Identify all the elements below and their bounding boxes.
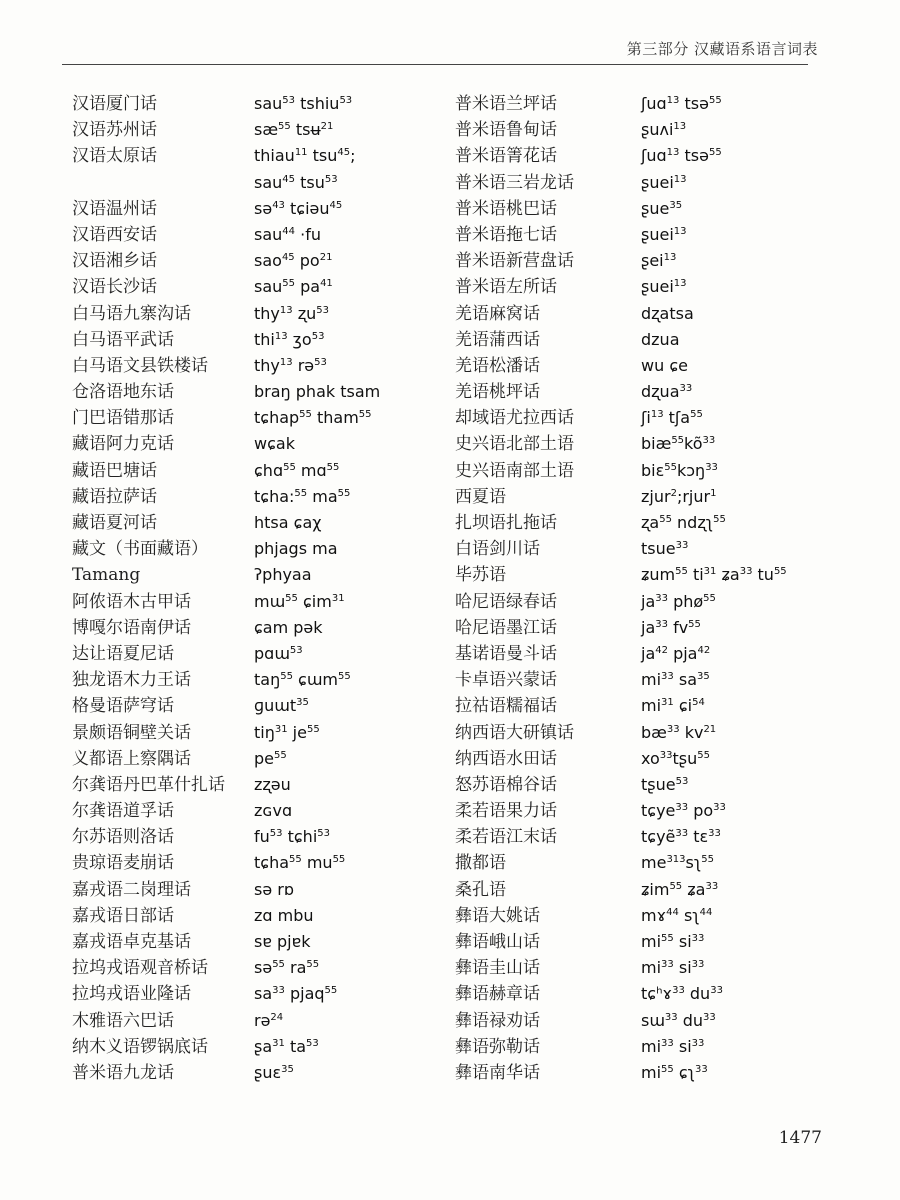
- language-name: 普米语兰坪话: [455, 94, 557, 114]
- language-name: 彝语峨山话: [455, 932, 540, 952]
- language-name: 汉语长沙话: [72, 277, 157, 298]
- table-row: [72, 694, 442, 720]
- phonetic-form: ʂuɛ$^{35}$: [254, 1062, 294, 1082]
- table-row: [72, 878, 442, 904]
- table-row: [72, 642, 442, 668]
- language-name: 藏语阿力克话: [72, 434, 174, 455]
- phonetic-form: tʂue$^{53}$: [641, 774, 689, 794]
- phonetic-form: biɛ$^{55}$kɔŋ$^{33}$: [641, 460, 718, 480]
- language-name: 白马语文县铁楼话: [72, 355, 208, 376]
- phonetic-form: ɕhɑ$^{55}$ mɑ$^{55}$: [254, 460, 340, 480]
- language-name: 却域语尤拉西话: [455, 408, 574, 429]
- phonetic-form: thy$^{13}$ rə$^{53}$: [254, 355, 327, 375]
- table-row: [72, 537, 442, 563]
- language-name: 拉祜语糯福话: [455, 696, 557, 717]
- phonetic-form: tɕye$^{33}$ $po^{33}$: [641, 801, 726, 821]
- phonetic-form: braŋ phak tsam: [254, 382, 381, 402]
- language-name: 汉语太原话: [72, 146, 157, 167]
- language-name: 柔若语果力话: [455, 801, 557, 822]
- language-name: 汉语温州话: [72, 198, 157, 219]
- phonetic-form: $mi^{55}$ ɕʅ$^{33}$: [641, 1062, 708, 1082]
- phonetic-form: $mi^{55}$ $si^{33}$: [641, 932, 705, 951]
- language-name: 普米语九龙话: [72, 1062, 174, 1083]
- language-name: 扎坝语扎拖话: [455, 513, 557, 533]
- phonetic-form: $ja^{33}$ phø$^{55}$: [641, 591, 716, 611]
- table-row: [455, 406, 845, 432]
- table-row: [455, 747, 845, 773]
- phonetic-form: thiau$^{11}$ tsu$^{45}$;: [254, 146, 356, 166]
- phonetic-form: $xo^{33}tʂu^{55}$: [641, 748, 710, 768]
- phonetic-form: sɐ pjɐk: [254, 932, 311, 951]
- table-row: [455, 721, 845, 747]
- phonetic-form: tɕhap$^{55}$ tham$^{55}$: [254, 408, 372, 428]
- table-row: [455, 799, 845, 825]
- language-name: 藏文（书面藏语）: [72, 539, 208, 560]
- phonetic-form: ɡuɯt$^{35}$: [254, 696, 309, 716]
- language-name: 哈尼语绿春话: [455, 591, 557, 612]
- table-row: [72, 825, 442, 851]
- phonetic-form: sɯ$^{33}$ $du^{33}$: [641, 1010, 716, 1030]
- phonetic-form: ʂuei$^{13}$: [641, 277, 687, 297]
- table-row: [455, 1035, 845, 1061]
- table-row: [455, 92, 845, 118]
- phonetic-form: tɕha:$^{55}$ $ma^{55}$: [254, 486, 351, 506]
- table-row: [455, 459, 845, 485]
- phonetic-form: $fu^{53}$ tɕhi$^{53}$: [254, 827, 330, 847]
- language-name: 藏语巴塘话: [72, 460, 157, 481]
- phonetic-form: ʃi$^{13}$ tʃa$^{55}$: [641, 408, 703, 428]
- table-row: [455, 328, 845, 354]
- table-row: [72, 223, 442, 249]
- phonetic-form: zʐəu: [254, 774, 291, 794]
- language-name: 普米语新营盘话: [455, 251, 574, 272]
- phonetic-form: ʑum$^{55}$ $ti^{31}$ ʑa$^{33}$ $tu^{55}$: [641, 565, 787, 585]
- table-row: [72, 590, 442, 616]
- phonetic-form: $sa^{33}$ pjaq$^{55}$: [254, 984, 338, 1004]
- right-column: [455, 92, 845, 1087]
- table-row: [455, 537, 845, 563]
- language-name: 拉坞戎语观音桥话: [72, 958, 208, 979]
- table-row: [455, 563, 845, 589]
- language-name: 博嘎尔语南伊话: [72, 617, 191, 638]
- phonetic-form: $mi^{33}$ $sa^{35}$: [641, 670, 710, 690]
- language-name: 西夏语: [455, 486, 506, 507]
- phonetic-form: tsue$^{33}$: [641, 539, 689, 559]
- phonetic-form: sə$^{55}$ $ra^{55}$: [254, 958, 320, 978]
- language-name: 阿侬语木古甲话: [72, 591, 191, 612]
- language-name: 普米语拖七话: [455, 224, 557, 245]
- language-name: 史兴语南部土语: [455, 460, 574, 481]
- table-row: [72, 197, 442, 223]
- phonetic-form: ʂa$^{31}$ $ta^{53}$: [254, 1036, 319, 1056]
- language-name: 独龙语木力王话: [72, 670, 191, 691]
- phonetic-form: $mi^{33}$ $si^{33}$: [641, 958, 705, 978]
- phonetic-form: ʂuʌi$^{13}$: [641, 120, 687, 140]
- table-row: [72, 616, 442, 642]
- language-name: 白马语九寨沟话: [72, 303, 191, 324]
- table-row: [455, 694, 845, 720]
- language-name: 彝语大姚话: [455, 905, 540, 926]
- phonetic-form: ɕam pək: [254, 617, 323, 637]
- phonetic-form: dzua: [641, 329, 680, 349]
- table-row: [455, 223, 845, 249]
- phonetic-form: taŋ$^{55}$ ɕɯm$^{55}$: [254, 670, 351, 690]
- phonetic-form: thi$^{13}$ ʒo$^{53}$: [254, 329, 325, 349]
- table-row: [72, 485, 442, 511]
- language-name: 汉语苏州话: [72, 120, 157, 141]
- phonetic-form: ʑim$^{55}$ ʑa$^{33}$: [641, 879, 719, 899]
- table-row: [455, 118, 845, 144]
- table-row: [455, 511, 845, 537]
- phonetic-form: $sæ^{55}$ tsʉ$^{21}$: [254, 120, 334, 140]
- phonetic-form: zjur$^2$;rjur$^1$: [641, 486, 717, 506]
- phonetic-form: $me^{313}sʅ^{55}$: [641, 853, 714, 873]
- phonetic-form: pɑɯ$^{53}$: [254, 643, 303, 663]
- phonetic-form: $mi^{31}$ ɕi$^{54}$: [641, 696, 705, 716]
- phonetic-form: wɕak: [254, 434, 295, 454]
- phonetic-form: sə rɒ: [254, 879, 294, 899]
- phonetic-form: $mi^{33}$ $si^{33}$: [641, 1036, 705, 1056]
- language-name: 汉语厦门话: [72, 94, 157, 114]
- phonetic-form: zɢvɑ: [254, 801, 293, 821]
- phonetic-form: rə$^{24}$: [254, 1010, 284, 1030]
- language-name: 仓洛语地东话: [72, 382, 174, 403]
- table-row: [455, 302, 845, 328]
- table-row: [72, 773, 442, 799]
- page-number: 1477: [778, 1128, 822, 1148]
- table-row: [72, 721, 442, 747]
- phonetic-form: sə$^{43}$ tɕiəu$^{45}$: [254, 198, 343, 218]
- running-header: 第三部分 汉藏语系语言词表: [626, 40, 818, 58]
- phonetic-form: dʐatsa: [641, 303, 694, 323]
- table-row: [455, 1009, 845, 1035]
- table-row: [455, 668, 845, 694]
- language-name: 羌语松潘话: [455, 355, 540, 376]
- phonetic-form: ʂei$^{13}$: [641, 251, 677, 271]
- table-row: [455, 485, 845, 511]
- table-row: [72, 118, 442, 144]
- table-row: [72, 747, 442, 773]
- language-name: 柔若语江末话: [455, 827, 557, 848]
- phonetic-form: ʂuei$^{13}$: [641, 172, 687, 192]
- table-row: [72, 354, 442, 380]
- phonetic-form: dʐua$^{33}$: [641, 382, 693, 402]
- language-name: 拉坞戎语业隆话: [72, 984, 191, 1005]
- phonetic-form: sau$^{45}$ tsu$^{53}$: [254, 172, 338, 192]
- table-row: [72, 459, 442, 485]
- language-name: 普米语三岩龙话: [455, 172, 574, 193]
- header-rule: [62, 64, 808, 65]
- phonetic-form: ʂuei$^{13}$: [641, 224, 687, 244]
- phonetic-form: sau$^{53}$ tshiu$^{53}$: [254, 94, 353, 113]
- table-row: [72, 406, 442, 432]
- language-name: 普米语箐花话: [455, 146, 557, 167]
- phonetic-form: phjags ma: [254, 539, 338, 559]
- left-column: [72, 92, 442, 1087]
- table-row: [72, 563, 442, 589]
- table-row: [455, 616, 845, 642]
- phonetic-form: sau$^{55}$ $pa^{41}$: [254, 277, 333, 297]
- language-name: 撒都语: [455, 853, 506, 874]
- phonetic-form: sao$^{45}$ $po^{21}$: [254, 251, 333, 271]
- table-row: [72, 511, 442, 537]
- phonetic-form: ʂue$^{35}$: [641, 198, 683, 218]
- phonetic-form: ʃuɑ$^{13}$ tsə$^{55}$: [641, 94, 722, 113]
- phonetic-form: $biæ^{55}kõ^{33}$: [641, 434, 716, 454]
- table-row: [72, 956, 442, 982]
- table-row: [455, 982, 845, 1008]
- language-name: 纳西语大研镇话: [455, 722, 574, 743]
- language-name: 羌语桃坪话: [455, 382, 540, 403]
- phonetic-form: $pe^{55}$: [254, 748, 287, 768]
- table-row: [72, 144, 442, 170]
- phonetic-form: mɯ$^{55}$ ɕim$^{31}$: [254, 591, 345, 611]
- table-row: [455, 642, 845, 668]
- language-name: 普米语左所话: [455, 277, 557, 298]
- phonetic-form: ʃuɑ$^{13}$ tsə$^{55}$: [641, 146, 722, 166]
- language-name: 彝语圭山话: [455, 958, 540, 979]
- language-name: 格曼语萨穹话: [72, 696, 174, 717]
- phonetic-form: mɤ$^{44}$ sʅ$^{44}$: [641, 905, 713, 925]
- language-name: 门巴语错那话: [72, 408, 174, 429]
- table-row: [455, 354, 845, 380]
- table-row: [72, 930, 442, 956]
- phonetic-form: ʔphyaa: [254, 565, 312, 585]
- phonetic-form: zɑ mbu: [254, 905, 314, 925]
- table-row: [72, 92, 442, 118]
- table-row: [455, 197, 845, 223]
- language-name: 彝语弥勒话: [455, 1036, 540, 1057]
- language-name: 景颇语铜壁关话: [72, 722, 191, 743]
- table-row: [455, 144, 845, 170]
- phonetic-form: tiŋ$^{31}$ $je^{55}$: [254, 722, 320, 742]
- language-name: 白马语平武话: [72, 329, 174, 350]
- language-name: Tamang: [72, 565, 141, 586]
- phonetic-form: $bæ^{33}$ $kv^{21}$: [641, 722, 717, 742]
- language-name: 彝语禄劝话: [455, 1010, 540, 1031]
- phonetic-form: thy$^{13}$ ʐu$^{53}$: [254, 303, 329, 323]
- table-row: [455, 249, 845, 275]
- language-name: 达让语夏尼话: [72, 643, 174, 664]
- language-name: 汉语湘乡话: [72, 251, 157, 272]
- phonetic-form: tɕʰɤ$^{33}$ $du^{33}$: [641, 984, 723, 1004]
- table-row: [455, 904, 845, 930]
- language-name: 嘉戎语日部话: [72, 905, 174, 926]
- table-row: [72, 380, 442, 406]
- language-name: 毕苏语: [455, 565, 506, 586]
- phonetic-form: tɕha$^{55}$ $mu^{55}$: [254, 853, 346, 873]
- table-row: [72, 982, 442, 1008]
- table-row: [72, 275, 442, 301]
- phonetic-form: htsa ɕaχ: [254, 513, 322, 532]
- language-name: 义都语上察隅话: [72, 748, 191, 769]
- language-name: 彝语南华话: [455, 1062, 540, 1083]
- language-name: 卡卓语兴蒙话: [455, 670, 557, 691]
- table-row: [72, 1061, 442, 1087]
- language-name: 木雅语六巴话: [72, 1010, 174, 1031]
- phonetic-form: wu ɕe: [641, 355, 688, 375]
- language-name: 尔龚语道孚话: [72, 801, 174, 822]
- language-name: 嘉戎语二岗理话: [72, 879, 191, 900]
- language-name: 羌语蒲西话: [455, 329, 540, 350]
- language-name: 彝语赫章话: [455, 984, 540, 1005]
- language-name: 羌语麻窝话: [455, 303, 540, 324]
- table-row: [72, 799, 442, 825]
- phonetic-form: sau$^{44}$ ·fu: [254, 224, 321, 244]
- language-name: 藏语夏河话: [72, 513, 157, 533]
- language-name: 尔苏语则洛话: [72, 827, 174, 848]
- table-row: [72, 668, 442, 694]
- language-name: 汉语西安话: [72, 224, 157, 245]
- language-name: 哈尼语墨江话: [455, 617, 557, 638]
- table-row: [455, 878, 845, 904]
- table-row: [455, 432, 845, 458]
- table-row: [72, 1009, 442, 1035]
- table-row: [455, 930, 845, 956]
- table-row: [455, 825, 845, 851]
- table-row: [72, 171, 442, 197]
- phonetic-form: $ja^{33}$ $fv^{55}$: [641, 617, 701, 637]
- language-name: 普米语鲁甸话: [455, 120, 557, 141]
- language-name: 基诺语曼斗话: [455, 643, 557, 664]
- language-name: 史兴语北部土语: [455, 434, 574, 455]
- language-name: 藏语拉萨话: [72, 486, 157, 507]
- phonetic-form: ʐa$^{55}$ ndʐʅ$^{55}$: [641, 513, 726, 532]
- language-name: 尔龚语丹巴革什扎话: [72, 774, 225, 795]
- language-name: 怒苏语棉谷话: [455, 774, 557, 795]
- phonetic-form: $ja^{42}$ pja$^{42}$: [641, 643, 711, 663]
- table-row: [455, 380, 845, 406]
- table-row: [72, 302, 442, 328]
- language-name: 嘉戎语卓克基话: [72, 932, 191, 952]
- language-name: 桑孔语: [455, 879, 506, 900]
- table-row: [72, 249, 442, 275]
- language-name: 纳西语水田话: [455, 748, 557, 769]
- table-row: [455, 851, 845, 877]
- table-row: [455, 956, 845, 982]
- table-row: [455, 171, 845, 197]
- phonetic-form: tɕyẽ$^{33}$ tɛ$^{33}$: [641, 827, 721, 847]
- language-name: 普米语桃巴话: [455, 198, 557, 219]
- table-row: [72, 432, 442, 458]
- table-row: [455, 773, 845, 799]
- language-name: 纳木义语锣锅底话: [72, 1036, 208, 1057]
- language-name: 贵琼语麦崩话: [72, 853, 174, 874]
- language-name: 白语剑川话: [455, 539, 540, 560]
- table-row: [455, 1061, 845, 1087]
- table-row: [72, 328, 442, 354]
- table-row: [455, 275, 845, 301]
- table-row: [72, 904, 442, 930]
- table-row: [455, 590, 845, 616]
- table-row: [72, 851, 442, 877]
- table-row: [72, 1035, 442, 1061]
